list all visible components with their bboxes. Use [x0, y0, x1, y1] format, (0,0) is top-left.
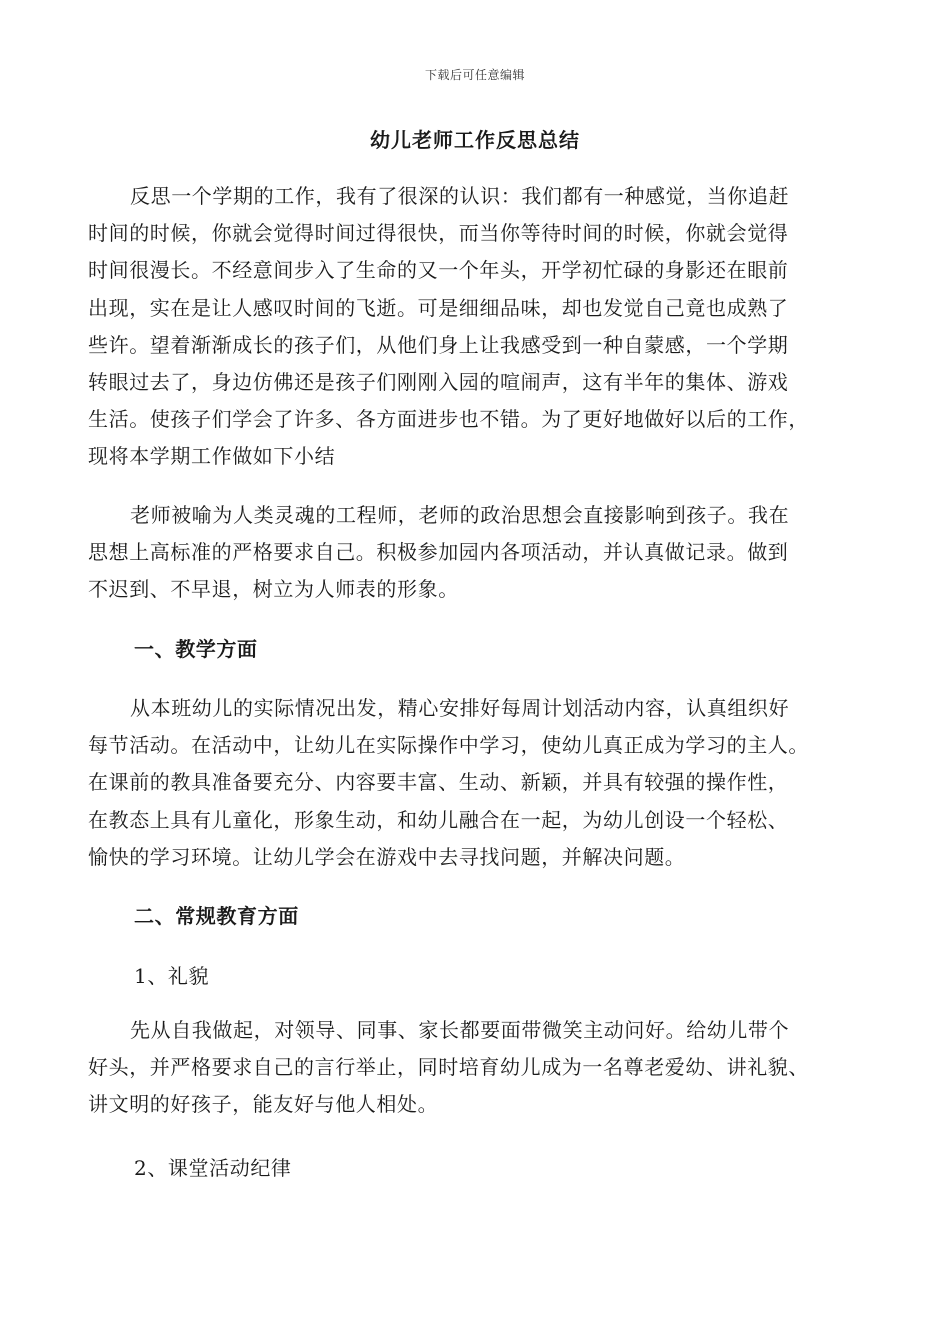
paragraph-line: 生活。使孩子们学会了许多、各方面进步也不错。为了更好地做好以后的工作，: [88, 407, 809, 432]
paragraph-line: 转眼过去了，身边仿佛还是孩子们刚刚入园的喧闹声，这有半年的集体、游戏: [88, 370, 789, 395]
paragraph-line: 讲文明的好孩子，能友好与他人相处。: [88, 1092, 439, 1117]
paragraph-line: 现将本学期工作做如下小结: [88, 444, 336, 469]
header-note: 下载后可任意编辑: [424, 68, 525, 82]
paragraph-line: 反思一个学期的工作，我有了很深的认识：我们都有一种感觉，当你追赶: [130, 184, 790, 208]
paragraph-line: 时间很漫长。不经意间步入了生命的又一个年头，开学初忙碌的身影还在眼前: [88, 258, 789, 283]
paragraph-courtesy: [88, 1012, 868, 1124]
paragraph-teacher-role: [88, 497, 868, 609]
subsection-courtesy: 1、礼貌: [134, 964, 210, 988]
paragraph-line: 愉快的学习环境。让幼儿学会在游戏中去寻找问题，并解决问题。: [88, 844, 686, 869]
paragraph-line: 思想上高标准的严格要求自己。积极参加园内各项活动，并认真做记录。做到: [88, 540, 789, 565]
paragraph-line: 好头，并严格要求自己的言行举止，同时培育幼儿成为一名尊老爱幼、讲礼貌、: [88, 1055, 809, 1080]
paragraph-line: 在教态上具有儿童化，形象生动，和幼儿融合在一起，为幼儿创设一个轻松、: [88, 807, 789, 832]
paragraph-line: 时间的时候，你就会觉得时间过得很快，而当你等待时间的时候，你就会觉得: [88, 221, 789, 246]
paragraph-line: 出现，实在是让人感叹时间的飞逝。可是细细品味，却也发觉自己竟也成熟了: [88, 295, 789, 320]
paragraph-line: 老师被喻为人类灵魂的工程师，老师的政治思想会直接影响到孩子。我在: [130, 503, 790, 527]
paragraph-teaching: [88, 690, 868, 876]
paragraph-line: 在课前的教具准备要充分、内容要丰富、生动、新颖，并具有较强的操作性，: [88, 770, 789, 795]
paragraph-line: 不迟到、不早退，树立为人师表的形象。: [88, 577, 459, 602]
paragraph-line: 先从自我做起，对领导、同事、家长都要面带微笑主动问好。给幼儿带个: [130, 1018, 790, 1042]
paragraph-line: 从本班幼儿的实际情况出发，精心安排好每周计划活动内容，认真组织好: [130, 696, 790, 720]
section-heading-teaching: 一、教学方面: [134, 637, 258, 661]
document-title: 幼儿老师工作反思总结: [370, 128, 580, 152]
section-heading-routine: 二、常规教育方面: [134, 904, 299, 928]
paragraph-reflection-intro: [88, 178, 868, 476]
subsection-classroom-discipline: 2、课堂活动纪律: [134, 1156, 292, 1180]
paragraph-line: 每节活动。在活动中，让幼儿在实际操作中学习，使幼儿真正成为学习的主人。: [88, 733, 809, 758]
paragraph-line: 些许。望着渐渐成长的孩子们，从他们身上让我感受到一种自蒙感，一个学期: [88, 332, 789, 357]
